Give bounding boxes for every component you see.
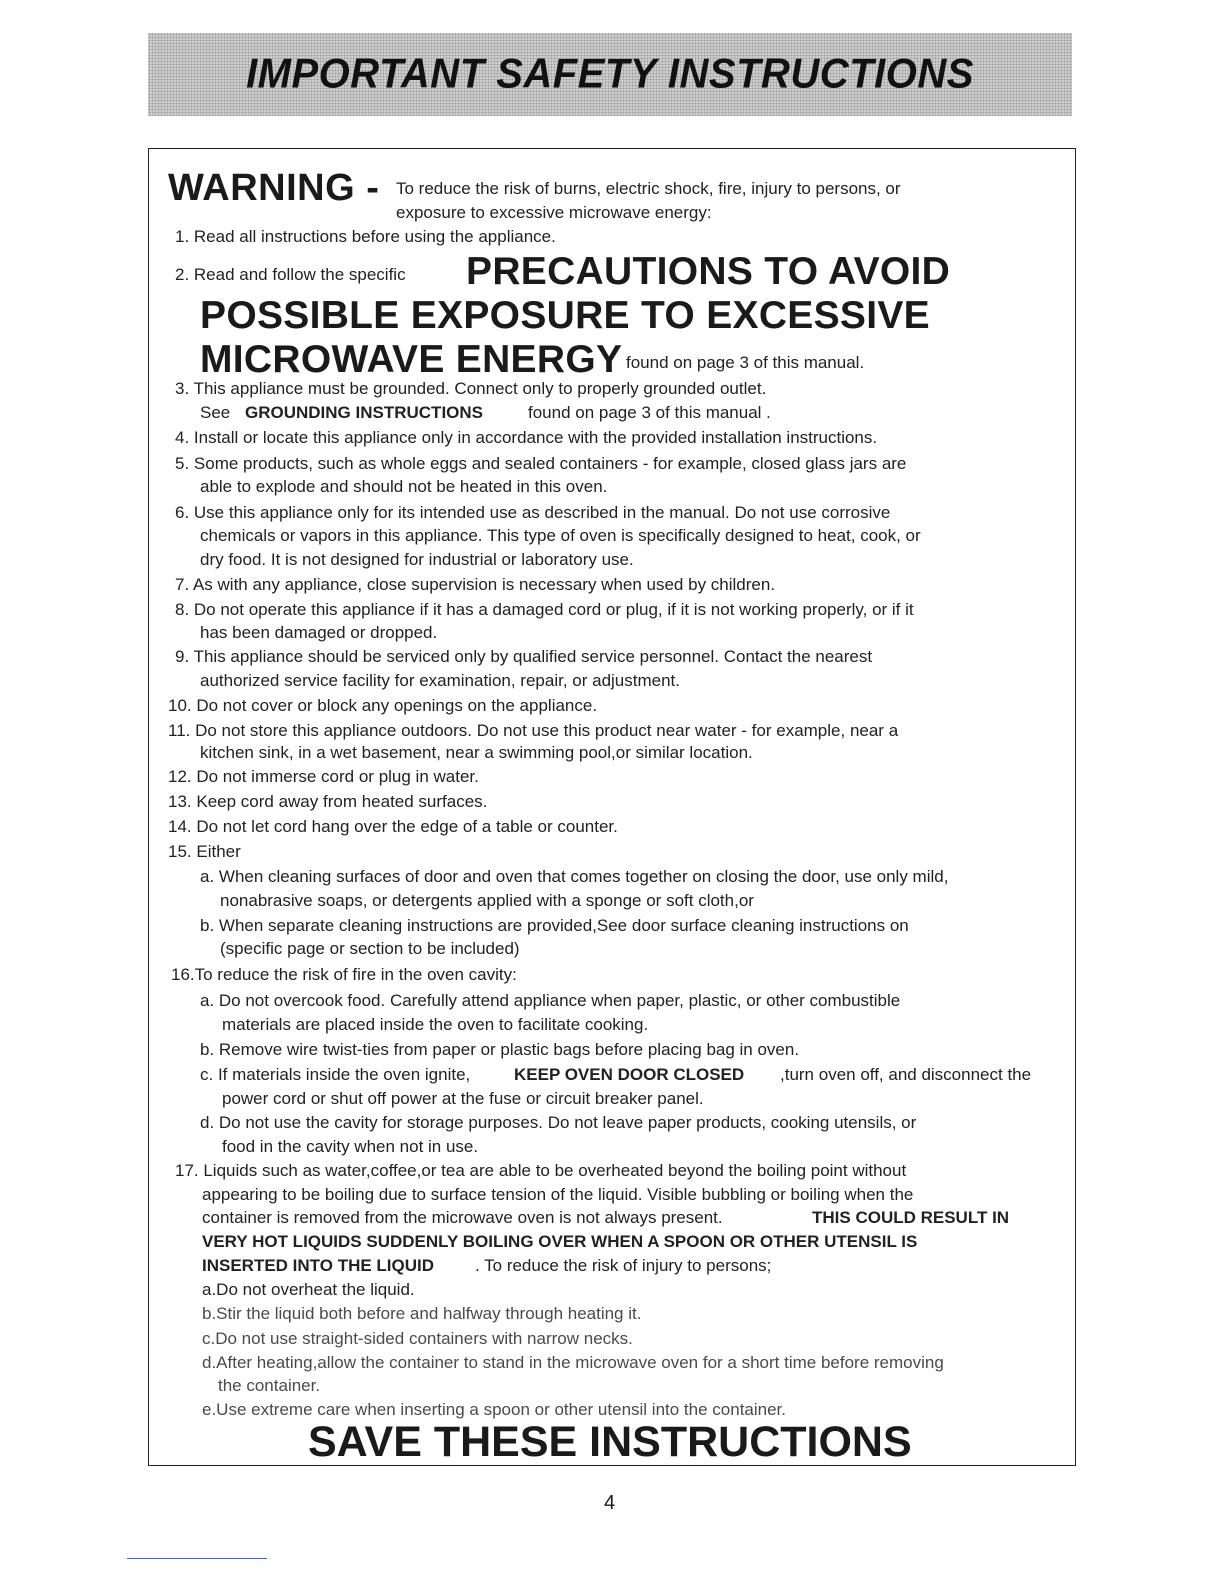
- instruction-17-line3: container is removed from the microwave oven is not always present.: [202, 1208, 723, 1227]
- precautions-heading-line3: MICROWAVE ENERGY: [200, 338, 623, 381]
- instruction-6-line3: dry food. It is not designed for industrial or laboratory use.: [200, 550, 634, 569]
- instruction-17d-line1: d.After heating,allow the container to stand in the microwave oven for a short time before removing: [202, 1353, 944, 1372]
- instruction-17b: b.Stir the liquid both before and halfway through heating it.: [202, 1304, 642, 1323]
- instruction-3-tail: found on page 3 of this manual .: [528, 403, 771, 422]
- keep-oven-door-closed: KEEP OVEN DOOR CLOSED: [514, 1065, 745, 1084]
- instruction-15a-line1: a. When cleaning surfaces of door and oven that comes together on closing the door, use only mild,: [200, 867, 949, 886]
- grounding-instructions-reference: GROUNDING INSTRUCTIONS: [245, 403, 483, 422]
- instruction-16b: b. Remove wire twist-ties from paper or plastic bags before placing bag in oven.: [200, 1040, 800, 1059]
- instruction-9-line1: 9. This appliance should be serviced only by qualified service personnel. Contact the nearest: [175, 647, 873, 666]
- precautions-heading-line2: POSSIBLE EXPOSURE TO EXCESSIVE: [200, 294, 930, 337]
- instruction-11-line1: 11. Do not store this appliance outdoors. Do not use this product near water - for example, near a: [168, 721, 899, 740]
- instruction-16d-line1: d. Do not use the cavity for storage purposes. Do not leave paper products, cooking utensils, or: [200, 1113, 917, 1132]
- instruction-17-line5-tail: . To reduce the risk of injury to persons;: [475, 1256, 772, 1275]
- instruction-10: 10. Do not cover or block any openings on the appliance.: [168, 696, 598, 715]
- instruction-16a-line1: a. Do not overcook food. Carefully attend appliance when paper, plastic, or other combustible: [200, 991, 901, 1010]
- instruction-15: 15. Either: [168, 842, 241, 861]
- instruction-14: 14. Do not let cord hang over the edge of a table or counter.: [168, 817, 618, 836]
- footer-rule: [127, 1558, 267, 1559]
- warning-bold-line3: THIS COULD RESULT IN: [812, 1208, 1010, 1227]
- instruction-16a-line2: materials are placed inside the oven to facilitate cooking.: [222, 1015, 649, 1034]
- title-banner: [148, 33, 1072, 116]
- instruction-5-line2: able to explode and should not be heated in this oven.: [200, 477, 608, 496]
- instruction-12: 12. Do not immerse cord or plug in water.: [168, 767, 479, 786]
- instruction-16c-tail: ,turn oven off, and disconnect the: [780, 1065, 1032, 1084]
- instruction-16: 16.To reduce the risk of fire in the oven cavity:: [171, 965, 517, 984]
- instruction-17d-line2: the container.: [218, 1376, 321, 1395]
- instruction-8-line2: has been damaged or dropped.: [200, 623, 438, 642]
- warning-text-line1: To reduce the risk of burns, electric shock, fire, injury to persons, or: [396, 179, 901, 198]
- instruction-6-line2: chemicals or vapors in this appliance. This type of oven is specifically designed to heat, cook, or: [200, 526, 921, 545]
- warning-heading: WARNING -: [168, 167, 380, 209]
- instruction-6-line1: 6. Use this appliance only for its intended use as described in the manual. Do not use corrosive: [175, 503, 891, 522]
- warning-text-line2: exposure to excessive microwave energy:: [396, 203, 712, 222]
- warning-bold-line5: INSERTED INTO THE LIQUID: [202, 1256, 435, 1275]
- instruction-8-line1: 8. Do not operate this appliance if it has a damaged cord or plug, if it is not working properly, or if it: [175, 600, 914, 619]
- instruction-17-line2: appearing to be boiling due to surface tension of the liquid. Visible bubbling or boiling when the: [202, 1185, 914, 1204]
- instruction-16d-line2: food in the cavity when not in use.: [222, 1137, 479, 1156]
- instruction-1: 1. Read all instructions before using the appliance.: [175, 227, 556, 246]
- instruction-7: 7. As with any appliance, close supervision is necessary when used by children.: [175, 575, 776, 594]
- instruction-16c-line2: power cord or shut off power at the fuse or circuit breaker panel.: [222, 1089, 704, 1108]
- instruction-17c: c.Do not use straight-sided containers with narrow necks.: [202, 1329, 633, 1348]
- instruction-17a: a.Do not overheat the liquid.: [202, 1280, 415, 1299]
- instruction-2-lead: 2. Read and follow the specific: [175, 265, 406, 284]
- instruction-9-line2: authorized service facility for examination, repair, or adjustment.: [200, 671, 681, 690]
- instruction-3-line1: 3. This appliance must be grounded. Connect only to properly grounded outlet.: [175, 379, 767, 398]
- instruction-15b-line2: (specific page or section to be included): [220, 939, 520, 958]
- instruction-17-line1: 17. Liquids such as water,coffee,or tea are able to be overheated beyond the boiling point without: [175, 1161, 907, 1180]
- instruction-13: 13. Keep cord away from heated surfaces.: [168, 792, 488, 811]
- instruction-15b-line1: b. When separate cleaning instructions are provided,See door surface cleaning instructions on: [200, 916, 909, 935]
- page-title: IMPORTANT SAFETY INSTRUCTIONS: [246, 50, 974, 98]
- instruction-2-tail: found on page 3 of this manual.: [626, 353, 865, 372]
- instruction-15a-line2: nonabrasive soaps, or detergents applied with a sponge or soft cloth,or: [220, 891, 754, 910]
- save-these-instructions-heading: SAVE THESE INSTRUCTIONS: [308, 1418, 912, 1466]
- warning-bold-line4: VERY HOT LIQUIDS SUDDENLY BOILING OVER WHEN A SPOON OR OTHER UTENSIL IS: [202, 1232, 918, 1251]
- instruction-16c-lead: c. If materials inside the oven ignite,: [200, 1065, 471, 1084]
- page-number: 4: [604, 1492, 616, 1514]
- instruction-3-see: See: [200, 403, 231, 422]
- instruction-5-line1: 5. Some products, such as whole eggs and sealed containers - for example, closed glass jars are: [175, 454, 907, 473]
- instruction-4: 4. Install or locate this appliance only in accordance with the provided installation instructions.: [175, 428, 878, 447]
- instruction-11-line2: kitchen sink, in a wet basement, near a swimming pool,or similar location.: [200, 743, 753, 762]
- instruction-17e: e.Use extreme care when inserting a spoon or other utensil into the container.: [202, 1400, 787, 1419]
- precautions-heading-line1: PRECAUTIONS TO AVOID: [466, 250, 951, 293]
